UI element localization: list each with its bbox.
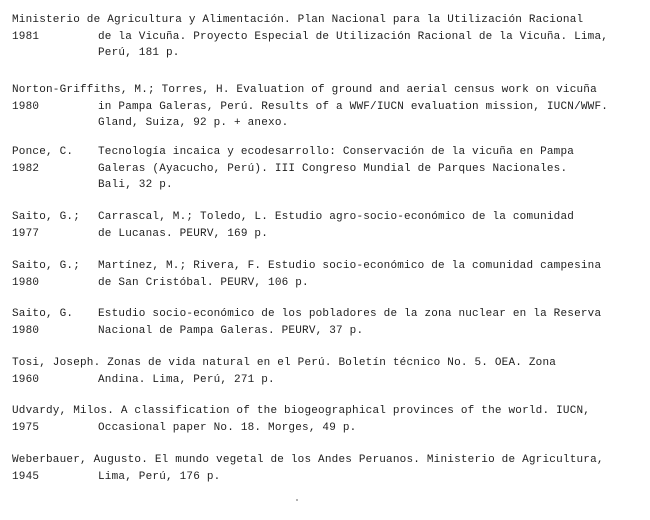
reference-title: Carrascal, M.; Toledo, L. Estudio agro-socio-económico de la comunidad [98,211,575,223]
reference-entry [12,82,642,132]
reference-entry [12,209,642,242]
reference-continuation: in Pampa Galeras, Perú. Results of a WWF/IUCN evaluation mission, IUCN/WWF. [98,100,609,113]
reference-year: 1977 [12,227,40,240]
reference-continuation: Andina. Lima, Perú, 271 p. [98,373,275,386]
reference-entry [12,306,642,339]
reference-year: 1960 [12,373,40,386]
reference-continuation: Galeras (Ayacucho, Perú). III Congreso Mundial de Parques Nacionales. [98,162,568,175]
reference-continuation: de San Cristóbal. PEURV, 106 p. [98,276,309,289]
reference-entry [12,12,642,62]
reference-entry [12,355,642,388]
reference-continuation: Occasional paper No. 18. Morges, 49 p. [98,421,357,434]
reference-first-line: Tosi, Joseph. Zonas de vida natural en el Perú. Boletín técnico No. 5. OEA. Zona [12,357,557,369]
scan-speck [296,499,298,501]
reference-title: Tecnología incaica y ecodesarrollo: Conservación de la vicuña en Pampa [98,146,575,158]
reference-first-line: Norton-Griffiths, M.; Torres, H. Evaluation of ground and aerial census work on vicuña [12,84,597,96]
reference-first-line: Udvardy, Milos. A classification of the biogeographical provinces of the world. IUCN, [12,405,591,417]
reference-author: Saito, G. [12,308,74,320]
reference-entry [12,258,642,291]
reference-continuation: de Lucanas. PEURV, 169 p. [98,227,269,240]
reference-author: Ponce, C. [12,146,74,158]
reference-year: 1981 [12,30,40,43]
reference-year: 1980 [12,276,40,289]
reference-entry [12,452,642,485]
reference-title: Martínez, M.; Rivera, F. Estudio socio-económico de la comunidad campesina [98,260,602,272]
reference-year: 1975 [12,421,40,434]
reference-first-line: Weberbauer, Augusto. El mundo vegetal de los Andes Peruanos. Ministerio de Agricultura, [12,454,604,466]
reference-continuation: Lima, Perú, 176 p. [98,470,221,483]
reference-continuation: Perú, 181 p. [98,47,180,59]
reference-first-line: Ministerio de Agricultura y Alimentación. Plan Nacional para la Utilización Racional [12,14,584,26]
reference-year: 1980 [12,324,40,337]
reference-year: 1980 [12,100,40,113]
reference-continuation: Gland, Suiza, 92 p. + anexo. [98,117,289,129]
reference-year: 1982 [12,162,40,175]
reference-entry [12,403,642,436]
reference-author: Saito, G.; [12,260,81,272]
reference-continuation: Nacional de Pampa Galeras. PEURV, 37 p. [98,324,364,337]
reference-year: 1945 [12,470,40,483]
reference-author: Saito, G.; [12,211,81,223]
reference-entry [12,144,642,194]
reference-continuation: de la Vicuña. Proyecto Especial de Utilización Racional de la Vicuña. Lima, [98,30,609,43]
reference-continuation: Bali, 32 p. [98,179,173,191]
reference-title: Estudio socio-económico de los pobladores de la zona nuclear en la Reserva [98,308,602,320]
